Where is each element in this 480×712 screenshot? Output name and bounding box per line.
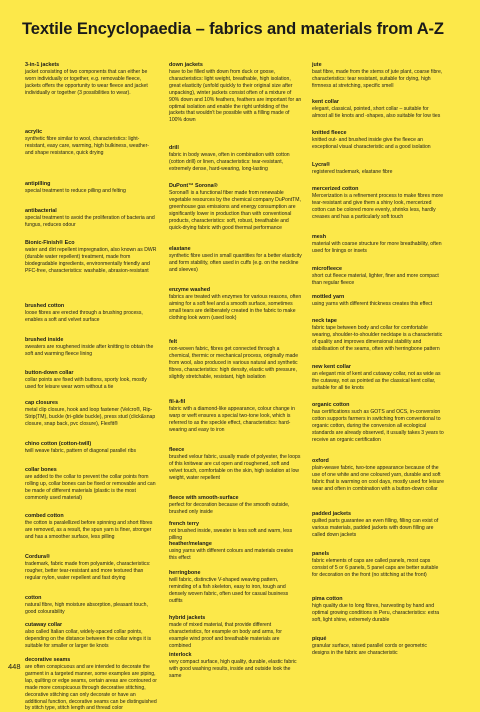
entry-term: brushed inside (25, 337, 64, 343)
entry-cordura (25, 554, 158, 582)
entry-cap-closures (25, 400, 158, 428)
entry-term: elastane (169, 246, 191, 252)
entry-term: drill (169, 145, 179, 151)
entry-term: mesh (312, 234, 327, 240)
entry-term: decorative seams (25, 657, 71, 663)
entry-term: mottled yarn (312, 294, 345, 300)
entry-description: non-woven fabric, fibres get connected through a chemical, thermic or mechanical process, originally made from wool, also produced in various natural and synthetic fibres, characteristics: high density, elastic with pressure, slightly stretchable, resistant, high isolation (169, 346, 299, 380)
entry-drill (169, 145, 302, 173)
entry-description: an elegant mix of kent and cutaway collar, not as wide as the cutaway, not as pointed as the classical kent collar, suitable for all tie knots (312, 371, 441, 391)
entry-description: quilted parts guarantee an even filling, filling can exist of various materials, padded jackets with down filling are called down jackets (312, 518, 439, 538)
entry-term: french terry (169, 521, 199, 527)
entry-description: trademark, fabric made from polyamide, characteristics: rougher, better tear-resistant and more textured than regular nylon, water repellent and fast drying (25, 561, 151, 581)
entry-antibacterial (25, 208, 158, 229)
entry-herringbone (169, 570, 302, 605)
entry-term: enzyme washed (169, 287, 211, 293)
entry-description: fabrics are treated with enzymes for various reasons, often aiming for a soft feel and a smooth surface, sometimes small tears are deliberately created in the fabric to make clothing look worn (used look) (169, 294, 302, 321)
entry-term: kent collar (312, 99, 339, 105)
entry-hybrid-jackets (169, 615, 302, 650)
entry-term: padded jackets (312, 511, 351, 517)
entry-term: Bionic-Finish® Eco (25, 240, 75, 246)
entry-mercerized-cotton (312, 186, 445, 221)
entry-term: antipilling (25, 181, 51, 187)
entry-description: special treatment to reduce pilling and felting (25, 188, 126, 194)
entry-description: natural fibre, high moisture absorption, pleasant touch, good colourability (25, 602, 148, 615)
entry-term: hybrid jackets (169, 615, 206, 621)
entry-description: material with coarse structure for more breathability, often used for linings or insets (312, 241, 442, 254)
entry-term: fleece (169, 447, 185, 453)
entry-description: jacket consisting of two components that can either be worn individually or together, e.g. removable fleece, jackets offers the opportunity to wear fleece and jacket individually or together (3 possibilities to wear). (25, 69, 148, 96)
entry-heather-melange (169, 541, 302, 562)
entry-term: pima cotton (312, 596, 343, 602)
entry-term: acrylic (25, 129, 43, 135)
entry-term: herringbone (169, 570, 201, 576)
entry-interlock (169, 652, 302, 680)
entry-description: the cotton is paralellized before spinning and short fibres are removed, as a result, the spun yarn is finer, stronger and has a smoother surface, less pilling (25, 520, 153, 540)
entry-description: perfect for decoration because of the smooth outside, brushed only inside (169, 502, 290, 515)
entry-description: registered trademark, elastane fibre (312, 169, 393, 175)
entry-term: knitted fleece (312, 130, 347, 136)
entry-description: special treatment to avoid the proliferation of bacteria and fungus, reduces odour (25, 215, 155, 228)
entry-pima-cotton (312, 596, 445, 624)
entry-description: loose fibres are erected through a brushing process, enables a soft and velvet surface (25, 310, 143, 323)
entry-description: synthetic fibre similar to wool, characteristics: light-resistant, easy care, warming, high bulkiness, weather- and shape resistance, quick drying (25, 136, 150, 156)
entry-description: fabric with a diamond-like appearance, colour change in warp or weft ensures a special two-tone look, which is referred to as the speckle effect, characteristics: hard-wearing and easy to iron (169, 406, 296, 433)
entry-description: fabric tape between body and collar for comfortable wearing, shoulder-to-shoulder necktape is a characteristic of quality and improves dimensional stability and stabilisation of the seams, often with herringbone pattern (312, 325, 443, 352)
entry-lycra (312, 162, 445, 176)
entry-decorative-seams (25, 657, 158, 712)
entry-felt (169, 339, 302, 381)
entry-microfleece (312, 266, 445, 287)
entry-description: Mercerization is a refinement process to make fibres more tear-resistant and give them a shiny look, mercerized cotton can be colored more evenly, shrinks less, hardly creases and has a particularly soft touch (312, 193, 444, 220)
entry-jute (312, 62, 445, 90)
entry-antipilling (25, 181, 158, 195)
entry-description: using yarns with different thickness creates this effect (312, 301, 433, 307)
page-title: Textile Encyclopaedia – fabrics and materials from A-Z (22, 20, 444, 38)
entry-description: metal clip closure, hook and loop fastener (Velcro®, Rip-Strip(TM), buckle (tri-glide buckle), press stud (click&snap closure, snap back, pvc closure), Flexfit® (25, 407, 156, 427)
entry-description: collar points are fixed with buttons, sporty look, mostly used for leisure wear worn without a tie (25, 377, 147, 390)
entry-term: cutaway collar (25, 622, 63, 628)
entry-term: brushed cotton (25, 303, 65, 309)
entry-term: felt (169, 339, 178, 345)
entry-elastane (169, 246, 302, 274)
entry-description: using yarns with different colours and materials creates this effect (169, 548, 294, 561)
entry-french-terry (169, 521, 302, 542)
entry-description: twill weave fabric, pattern of diagonal parallel ribs (25, 448, 136, 454)
entry-term: interlock (169, 652, 192, 658)
entry-fleece (169, 447, 302, 482)
entry-term: antibacterial (25, 208, 57, 214)
entry-3-in-1-jackets (25, 62, 158, 97)
entry-term: oxford (312, 458, 329, 464)
entry-description: not brushed inside, sweater is less soft and warm, less pilling (169, 528, 293, 541)
entry-term: new kent collar (312, 364, 351, 370)
entry-combed-cotton (25, 513, 158, 541)
entry-description: made of mixed material, that provide different characteristics, for example on body and arms, for example wind proof and breathable materials are combined (169, 622, 282, 649)
entry-term: panels (312, 551, 330, 557)
entry-description: synthetic fibre used in small quantities for a better elasticity and form stability, often used in cuffs (e.g. on the neckline and sleeves) (169, 253, 302, 273)
entry-term: cap closures (25, 400, 58, 406)
entry-fil-a-fil (169, 399, 302, 434)
entry-term: Lycra® (312, 162, 331, 168)
entry-description: granular surface, raised parallel cords or geometric designs in the fabric are characteristic (312, 643, 427, 656)
entry-term: 3-in-1 jackets (25, 62, 60, 68)
entry-cotton (25, 595, 158, 616)
entry-panels (312, 551, 445, 579)
entry-enzyme-washed (169, 287, 302, 322)
entry-brushed-inside (25, 337, 158, 358)
entry-fleece-smooth-surface (169, 495, 302, 516)
entry-description: sweaters are roughened inside after knitting to obtain the soft and warming fleece lining (25, 344, 154, 357)
entry-description: elegant, classical, pointed, short collar – suitable for almost all tie knots and -shapes, also suitable for low ties (312, 106, 441, 119)
entry-description: brushed velour fabric, usually made of polyester, the loops of this knitwear are cut open and roughened, soft and velvet touch, comfortable on the skin, high isolation at low weight, water repellent (169, 454, 301, 481)
entry-description: knitted out- and brushed inside give the fleece an exceptional visual characteristic and a good isolation (312, 137, 431, 150)
entry-cutaway-collar (25, 622, 158, 650)
entry-description: bast fibre, made from the stems of jute plant, coarse fibre, characteristics: tear resistant, suitable for dying, high firmness at stretching, specific smell (312, 69, 443, 89)
entry-term: fil-à-fil (169, 399, 186, 405)
page-number: 448 (8, 662, 21, 671)
entry-term: organic cotton (312, 402, 350, 408)
entry-term: DuPont™ Sorona® (169, 183, 218, 189)
entry-down-jackets (169, 62, 302, 124)
entry-description: also called Italian collar, widely-spaced collar points, depending on the distance between the collar wings it is suitable for smaller or larger tie knots (25, 629, 152, 649)
entry-padded-jackets (312, 511, 445, 539)
entry-term: piqué (312, 636, 327, 642)
entry-oxford (312, 458, 445, 493)
entry-brushed-cotton (25, 303, 158, 324)
entry-term: Cordura® (25, 554, 50, 560)
entry-term: fleece with smooth-surface (169, 495, 239, 501)
entry-term: microfleece (312, 266, 342, 272)
entry-description: very compact surface, high quality, durable, elastic fabric with good washing results, inside and outside look the same (169, 659, 297, 679)
entry-term: button-down collar (25, 370, 74, 376)
entry-term: mercerized cotton (312, 186, 359, 192)
entry-term: collar bones (25, 467, 57, 473)
entry-neck-tape (312, 318, 445, 353)
entry-description: fabric elements of caps are called panels, most caps consist of 5 or 6 panels, 5 panel caps are better suitable for decoration on the front (no stitching at the front) (312, 558, 439, 578)
entry-pique (312, 636, 445, 657)
entry-description: fabric in body weave, often in combination with cotton (cotton drill) or linen, characteristics: tear-resistant, extremely dense, hard-wearing, long-lasting (169, 152, 290, 172)
entry-description: plain-weave fabric, two-tone appearance because of the use of one white and one coloured yarn, durable and soft fabric that is warming on cool days, mostly used for leisure wear and often in combination with a button-down collar (312, 465, 444, 492)
entry-organic-cotton (312, 402, 445, 444)
entry-chino-cotton (25, 441, 158, 455)
entry-term: jute (312, 62, 322, 68)
entry-kent-collar (312, 99, 445, 120)
entry-mesh (312, 234, 445, 255)
entry-collar-bones (25, 467, 158, 502)
entry-mottled-yarn (312, 294, 445, 308)
entry-new-kent-collar (312, 364, 445, 392)
entry-description: have to be filled with down from duck or goose, characteristics: light weight, breathable, high isolation, great elasticity (unfold quickly to their original size after unpacking), winter jackets consist often of a mixture of 90% down and 10% feathers, feathers are important for an optimal isolation and enable the right unfolding of the jackets that wouldn't be possible with a filling made of 100% down (169, 69, 302, 124)
entry-description: twill fabric, distinctive V-shaped weaving pattern, reminding of a fish skeleton, easy to iron, tough and densely woven fabric, often used for casual business outfits (169, 577, 289, 604)
entry-term: combed cotton (25, 513, 64, 519)
entry-dupont-sorona (169, 183, 302, 231)
entry-description: high quality due to long fibres, harvesting by hand and optimal growing conditions in Peru, characteristics: extra soft, light shine, extremely durable (312, 603, 440, 623)
entry-term: down jackets (169, 62, 203, 68)
entry-acrylic (25, 129, 158, 157)
entry-description: has certifications such as GOTS and OCS, in-conversion cotton supports farmers in switching from conventional to organic cotton, during the conversion all ecological standards are already observed, it usually takes 3 years to receive an organic certification (312, 409, 444, 443)
entry-term: chino cotton (cotton-twill) (25, 441, 92, 447)
entry-button-down-collar (25, 370, 158, 391)
entry-knitted-fleece (312, 130, 445, 151)
entry-description: Sorona® is a functional fiber made from renewable vegetable resources by the chemical company DuPontTM, greenhouse gas emissions and energy consumption are significantly lower in production than with conventional products, characteristics: soft, robust, breathable and quick-drying fabric with good thermal performance (169, 190, 301, 231)
entry-description: water and dirt repellent impregnation, also known as DWR (durable water repellent) treatment, made from biodegradable ingredients, environmentally friendly and PFC-free, characteristics: washable, abrasion-resistant (25, 247, 157, 274)
entry-term: neck tape (312, 318, 337, 324)
entry-description: short cut fleece material, lighter, finer and more compact than regular fleece (312, 273, 439, 286)
entry-term: heather/melange (169, 541, 212, 547)
entry-bionic-finish (25, 240, 158, 275)
entry-description: are added to the collar to prevent the collar points from rolling up, collar bones can be fixed or removable and can be made of different materials (plastic is the most commonly used material) (25, 474, 156, 501)
entry-term: cotton (25, 595, 42, 601)
entry-description: are often conspicuous and are intended to decorate the garment in a targeted manner, some examples are piping, lap, quilting or edge seams, certain areas are contoured or made more conspicuous through decorative stitching, decorative stitching can only decorate or have an additional function, decorative seams can be distinguished by stitch type, stitch length and thread color (25, 664, 157, 712)
